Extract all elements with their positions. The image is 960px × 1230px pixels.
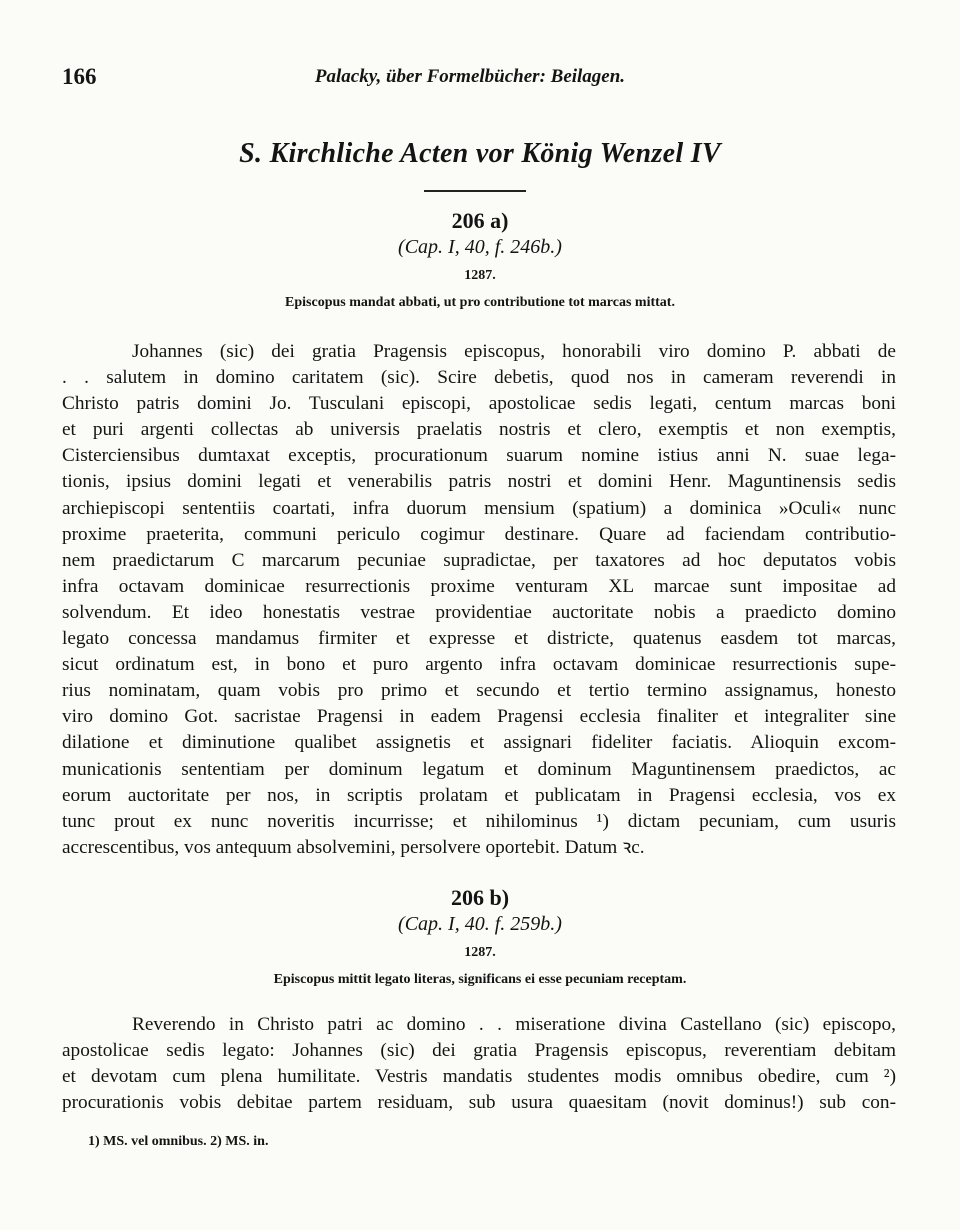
document-summary: Episcopus mandat abbati, ut pro contributione tot marcas mittat.: [285, 295, 675, 310]
text-line: legato concessa mandamus firmiter et expresse et districte, quatenus easdem tot marcas,: [62, 628, 896, 650]
text-line: proxime praeterita, communi periculo cogimur destinare. Quare ad faciendam contributio-: [62, 523, 896, 545]
document-reference: (Cap. I, 40, f. 246b.): [398, 236, 562, 258]
document-year: 1287.: [464, 945, 496, 960]
text-line: tunc prout ex nunc noveritis incurrisse; et nihilominus ¹) dictam pecuniam, cum usuris: [62, 810, 896, 832]
text-line: solvendum. Et ideo honestatis vestrae providentiae auctoritate nobis a praedicto domino: [62, 601, 896, 623]
text-line: Johannes (sic) dei gratia Pragensis episcopus, honorabili viro domino P. abbati de: [132, 341, 896, 362]
page-number: 166: [62, 64, 97, 89]
document-body-206b: [62, 1012, 896, 1116]
document-body-206a: [62, 339, 896, 861]
document-number: 206 b): [450, 885, 510, 910]
text-line: tionis, ipsius domini legati et venerabilis patris nostri et domini Henr. Maguntinensis sedis: [62, 471, 896, 493]
text-line: et devotam cum plena humilitate. Vestris mandatis studentes modis omnibus obedire, cum ²): [62, 1066, 896, 1088]
section-title: S. Kirchliche Acten vor König Wenzel IV: [239, 138, 721, 169]
text-line: eorum auctoritate per nos, in scriptis prolatam et publicatam in Pragensi ecclesia, vos ex: [62, 784, 896, 806]
running-head: Palacky, über Formelbücher: Beilagen.: [314, 66, 626, 87]
text-line: apostolicae sedis legato: Johannes (sic) dei gratia Pragensis episcopus, reverentiam debitam: [62, 1040, 896, 1062]
text-line: Christo patris domini Jo. Tusculani episcopi, apostolicae sedis legati, centum marcas boni: [62, 393, 896, 415]
text-line: accrescentibus, vos antequum absolvemini, persolvere oportebit. Datum ꝛc.: [62, 836, 645, 858]
text-line: municationis sententiam per dominum legatum et dominum Maguntinensem praedictos, ac: [62, 758, 896, 780]
text-line: archiepiscopi sententiis coartati, infra duorum mensium (spatium) a dominica »Oculi« nunc: [62, 497, 896, 519]
text-line: Cisterciensibus dumtaxat exceptis, procurationum suarum nomine istius anni N. suae lega-: [62, 445, 896, 467]
text-line: Reverendo in Christo patri ac domino . . miseratione divina Castellano (sic) episcopo,: [132, 1014, 896, 1035]
text-line: procurationis vobis debitae partem residuam, sub usura quaesitam (novit dominus!) sub con-: [62, 1092, 896, 1114]
title-rule: [424, 190, 526, 192]
document-heading-206a: [0, 208, 960, 311]
document-heading-206b: [0, 885, 960, 988]
text-line: dilatione et diminutione qualibet assignetis et assignari fideliter faciatis. Alioquin excom-: [62, 732, 896, 754]
text-line: infra octavam dominicae resurrectionis proxime venturam XL marcae sunt impositae ad: [62, 575, 896, 597]
page-header: [0, 64, 960, 94]
text-line: rius nominatam, quam vobis pro primo et secundo et tertio termino assignamus, honesto: [62, 680, 896, 702]
document-year: 1287.: [464, 268, 496, 283]
text-line: viro domino Got. sacristae Pragensi in eadem Pragensi ecclesia finaliter et integraliter sine: [62, 706, 896, 728]
document-number: 206 a): [451, 208, 509, 233]
text-line: nem praedictarum C marcarum pecuniae supradictae, per taxatores ad hoc deputatos vobis: [62, 549, 896, 571]
text-line: et puri argenti collectas ab universis praelatis nostris et clero, exemptis et non exemptis,: [62, 419, 896, 441]
document-reference: (Cap. I, 40. f. 259b.): [398, 913, 562, 935]
text-line: . . salutem in domino caritatem (sic). Scire debetis, quod nos in cameram reverendi in: [62, 367, 896, 389]
document-summary: Episcopus mittit legato literas, significans ei esse pecuniam receptam.: [273, 972, 687, 987]
text-line: sicut ordinatum est, in bono et puro argento infra octavam dominicae resurrectionis supe-: [62, 654, 896, 676]
footnotes: 1) MS. vel omnibus. 2) MS. in.: [88, 1134, 269, 1149]
